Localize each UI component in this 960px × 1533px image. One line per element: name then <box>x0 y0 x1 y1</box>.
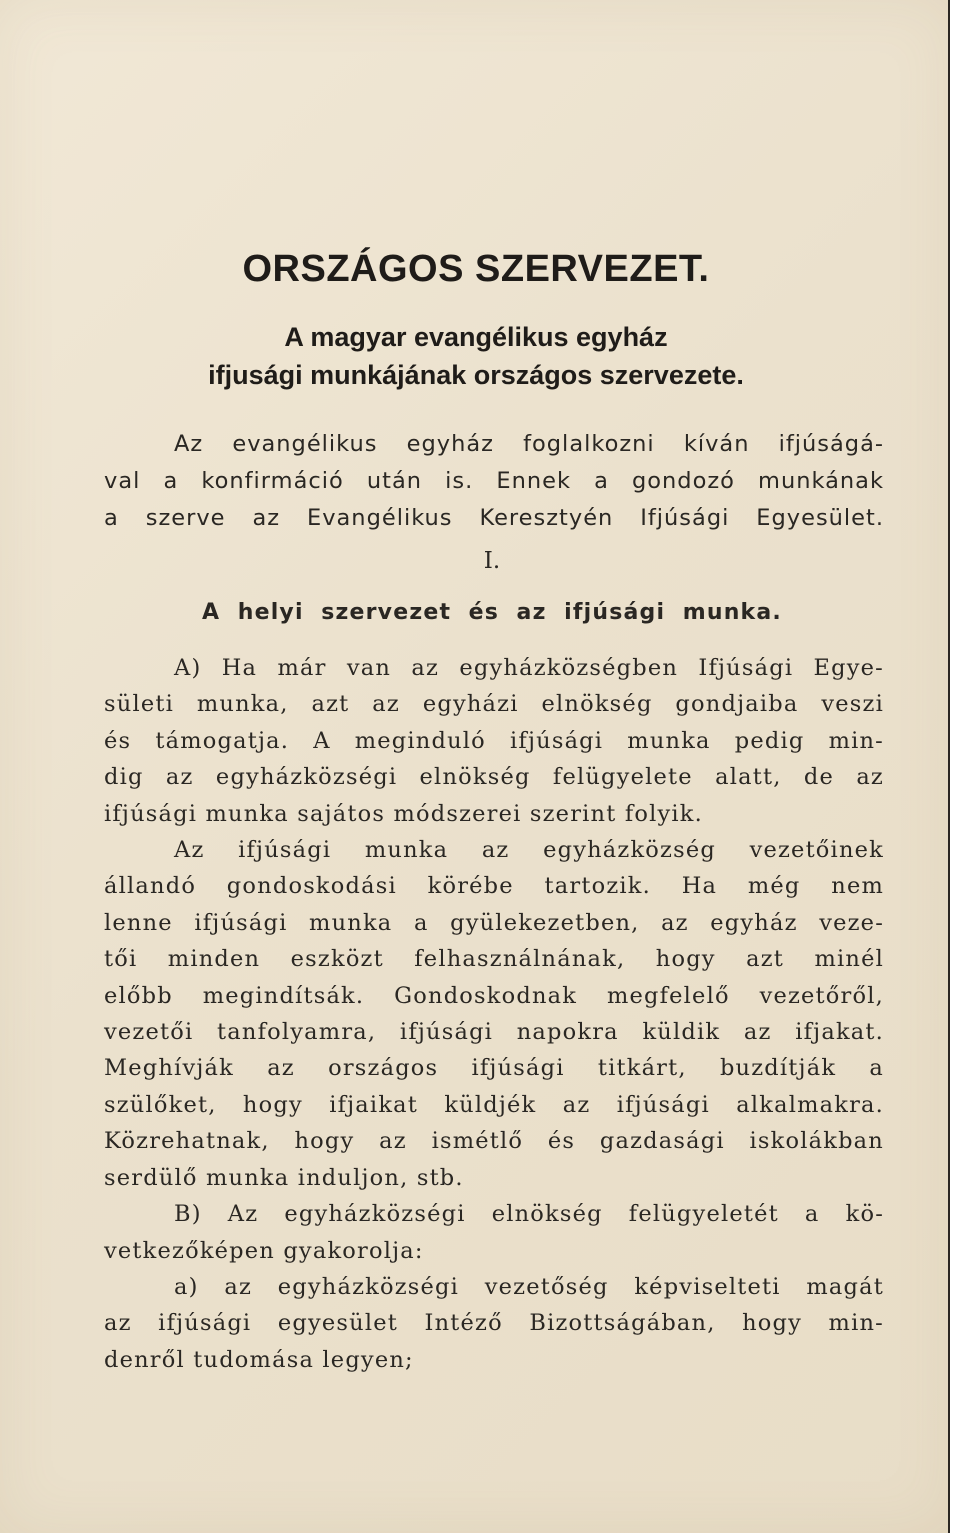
text-line: a) az egyházközségi vezetőség képviselteti magát <box>174 1273 884 1300</box>
text-line: Az evangélikus egyház foglalkozni kíván ifjúságá- <box>174 431 884 457</box>
text-line: Az ifjúsági munka az egyházközség vezetőinek <box>174 837 884 864</box>
text-line: Közrehatnak, hogy az ismétlő és gazdasági iskolákban <box>104 1128 884 1155</box>
subtitle-line: A magyar evangélikus egyház <box>284 322 668 352</box>
text-line: lenne ifjúsági munka a gyülekezetben, az egyház veze- <box>104 909 884 936</box>
text-line: A) Ha már van az egyházközségben Ifjúsági Egye- <box>174 655 884 681</box>
text-line: a szerve az Evangélikus Keresztyén Ifjúsági Egyesület. <box>104 505 884 531</box>
body-text <box>104 650 884 1378</box>
section-heading: A helyi szervezet és az ifjúsági munka. <box>202 600 782 625</box>
text-line: ifjúsági munka sajátos módszerei szerint folyik. <box>104 800 703 827</box>
text-line: előbb megindítsák. Gondoskodnak megfelelő vezetőről, <box>104 982 884 1009</box>
text-line: val a konfirmáció után is. Ennek a gondozó munkának <box>104 468 884 494</box>
text-line: állandó gondoskodási körébe tartozik. Ha még nem <box>104 873 884 900</box>
text-line: és támogatja. A meginduló ifjúsági munka pedig min- <box>104 727 884 754</box>
page-subtitle <box>0 318 952 394</box>
page-title: ORSZÁGOS SZERVEZET. <box>242 248 710 290</box>
text-line: denről tudomása legyen; <box>104 1346 414 1373</box>
section-number: I. <box>483 548 501 574</box>
text-line: Meghívják az országos ifjúsági titkárt, buzdítják a <box>104 1055 884 1082</box>
text-line: szülőket, hogy ifjaikat küldjék az ifjúsági alkalmakra. <box>104 1091 884 1118</box>
text-line: vetkezőképen gyakorolja: <box>104 1237 424 1264</box>
text-line: vezetői tanfolyamra, ifjúsági napokra küldik az ifjakat. <box>104 1019 884 1046</box>
text-line: az ifjúsági egyesület Intéző Bizottságában, hogy min- <box>104 1310 884 1337</box>
text-line: sületi munka, azt az egyházi elnökség gondjaiba veszi <box>104 691 884 718</box>
intro-paragraph <box>104 426 884 537</box>
page-edge <box>948 0 960 1533</box>
text-line: B) Az egyházközségi elnökség felügyeletét a kö- <box>174 1201 884 1228</box>
text-line: serdülő munka induljon, stb. <box>104 1164 464 1191</box>
text-line: dig az egyházközségi elnökség felügyelete alatt, de az <box>104 764 884 791</box>
text-line: tői minden eszközt felhasználnának, hogy azt minél <box>104 946 884 973</box>
subtitle-line: ifjusági munkájának országos szervezete. <box>208 360 744 390</box>
